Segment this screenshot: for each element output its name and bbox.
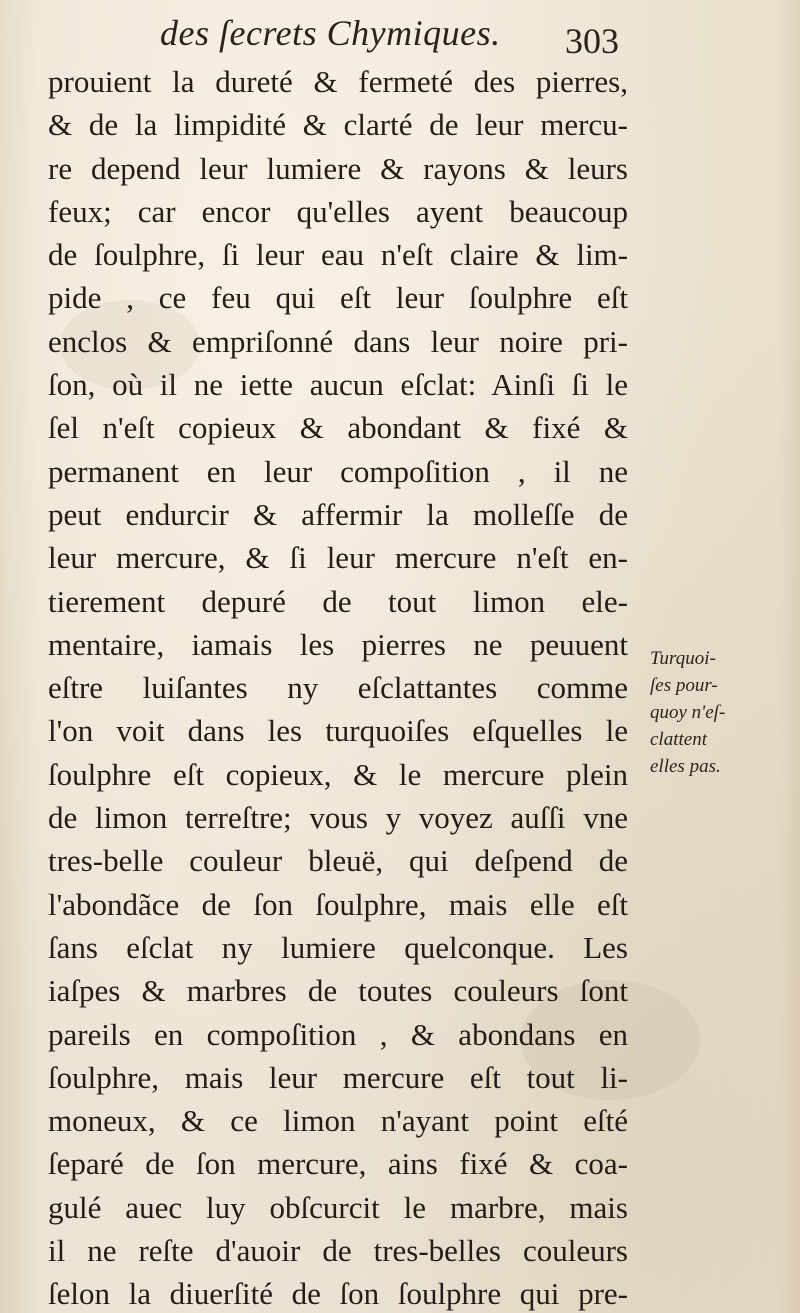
text-line: pide , ce feu qui eſt leur ſoulphre eſt [48,280,628,316]
text-line: gulé auec luy obſcurcit le marbre, mais [48,1189,628,1225]
text-line: mentaire, iamais les pierres ne peuuent [48,626,628,662]
text-line: eſtre luiſantes ny eſclattantes comme [48,670,628,706]
text-line: ſans eſclat ny lumiere quelconque. Les [48,929,628,965]
margin-note-line: clattent [650,729,707,750]
text-line: tierement depuré de tout limon ele- [48,583,628,619]
margin-note-line: elles pas. [650,756,721,777]
margin-note-line: quoy n'eſ- [650,702,726,723]
text-line: de ſoulphre, ſi leur eau n'eſt claire & lim- [48,237,628,273]
text-line: ſoulphre, mais leur mercure eſt tout li- [48,1059,628,1095]
text-line: ſoulphre eſt copieux, & le mercure plein [48,756,628,792]
text-line: enclos & empriſonné dans leur noire pri- [48,323,628,359]
text-line: feux; car encor qu'elles ayent beaucoup [48,193,628,229]
text-line: ſon, où il ne iette aucun eſclat: Ainſi ſi le [48,367,628,403]
text-line: l'on voit dans les turquoiſes eſquelles le [48,713,628,749]
text-line: prouient la dureté & fermeté des pierres, [48,64,628,99]
margin-note-line: Turquoi- [650,648,716,669]
running-title: des ſecrets Chymiques. [160,13,501,53]
text-line: moneux, & ce limon n'ayant point eſté [48,1103,628,1139]
text-line: ſeparé de ſon mercure, ains fixé & coa- [48,1146,628,1182]
text-line: ſel n'eſt copieux & abondant & fixé & [48,410,628,446]
text-line: peut endurcir & affermir la molleſſe de [48,496,628,532]
text-line: permanent en leur compoſition , il ne [48,453,628,489]
text-line: ſelon la diuerſité de ſon ſoulphre qui pre- [48,1276,628,1312]
text-line: pareils en compoſition , & abondans en [48,1016,628,1052]
margin-note-line: ſes pour- [650,675,718,696]
margin-note [650,645,795,780]
text-line: tres-belle couleur bleuë, qui deſpend de [48,843,628,879]
text-line: de limon terreſtre; vous y voyez auſſi vne [48,800,628,836]
text-line: & de la limpidité & clarté de leur mercu- [48,107,628,143]
main-text-block [48,60,628,1313]
text-line: re depend leur lumiere & rayons & leurs [48,150,628,186]
text-line: leur mercure, & ſi leur mercure n'eſt en- [48,540,628,576]
page-number: 303 [565,21,619,61]
text-line: l'abondãce de ſon ſoulphre, mais elle eſt [48,886,628,922]
text-line: iaſpes & marbres de toutes couleurs ſont [48,973,628,1009]
text-line: il ne reſte d'auoir de tres-belles couleurs [48,1233,628,1269]
